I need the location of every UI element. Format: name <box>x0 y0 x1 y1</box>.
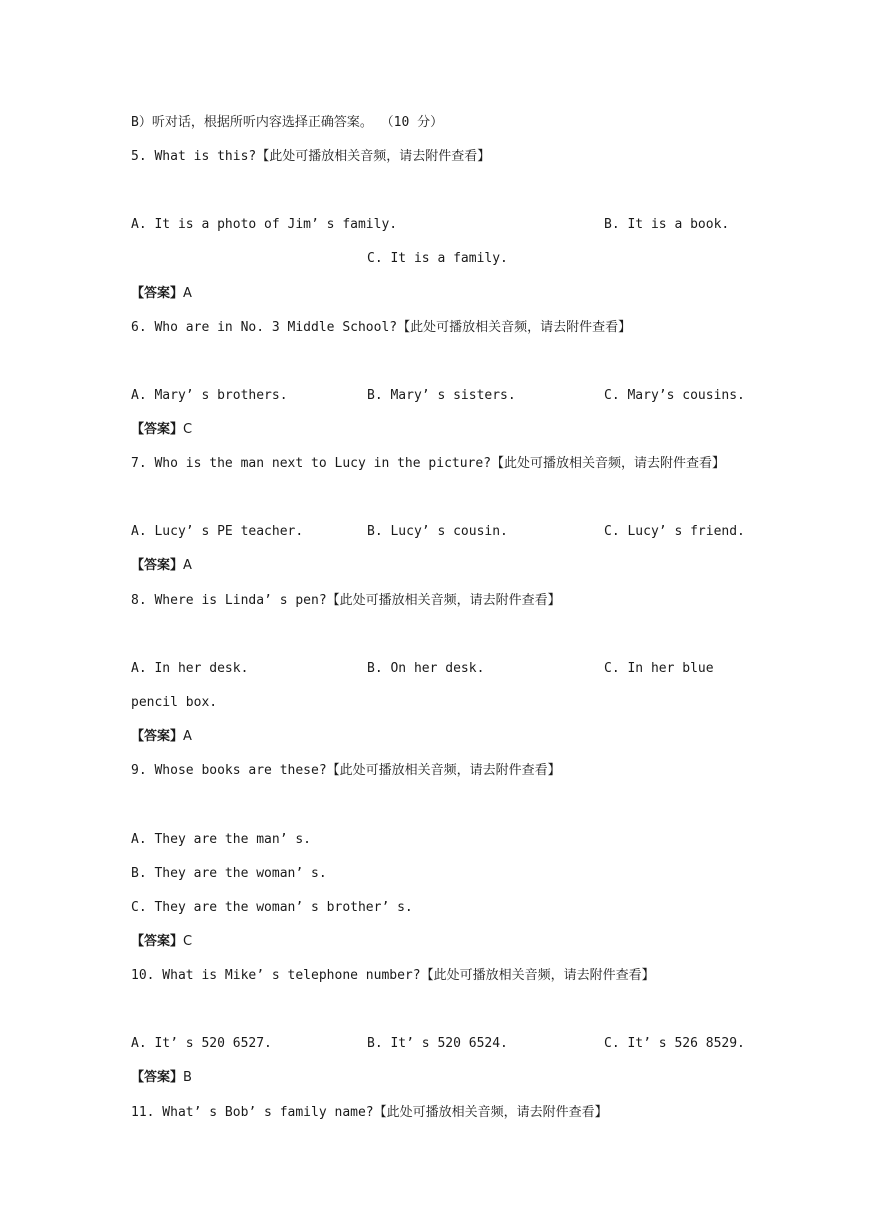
q9-answer <box>131 935 192 948</box>
q8-option-b: B. On her desk. <box>367 661 485 676</box>
q6-option-b: B. Mary’ s sisters. <box>367 388 516 403</box>
q7-option-b: B. Lucy’ s cousin. <box>367 524 508 539</box>
answer-value: B <box>183 1070 192 1085</box>
question-10: 10. What is Mike’ s telephone number?【此处可播放相关音频，请去附件查看】 <box>131 968 655 983</box>
q9-option-b: B. They are the woman’ s. <box>131 866 327 881</box>
q7-option-a: A. Lucy’ s PE teacher. <box>131 524 304 539</box>
q8-answer <box>131 730 192 743</box>
question-6: 6. Who are in No. 3 Middle School?【此处可播放相关音频，请去附件查看】 <box>131 320 632 335</box>
q5-option-c: C. It is a family. <box>367 251 508 266</box>
q6-option-c: C. Mary’s cousins. <box>604 388 745 403</box>
answer-label: 【答案】 <box>131 729 184 744</box>
question-11: 11. What’ s Bob’ s family name?【此处可播放相关音频，请去附件查看】 <box>131 1105 608 1120</box>
question-5: 5. What is this?【此处可播放相关音频，请去附件查看】 <box>131 149 491 164</box>
q8-option-c-continuation: pencil box. <box>131 695 218 710</box>
section-heading: B）听对话，根据所听内容选择正确答案。 （10 分） <box>131 115 444 130</box>
q5-answer <box>131 287 192 300</box>
question-7: 7. Who is the man next to Lucy in the picture?【此处可播放相关音频，请去附件查看】 <box>131 456 726 471</box>
answer-value: C <box>183 934 193 949</box>
q6-answer <box>131 423 192 436</box>
answer-value: A <box>183 558 192 573</box>
q6-option-a: A. Mary’ s brothers. <box>131 388 288 403</box>
answer-label: 【答案】 <box>131 286 184 301</box>
q9-option-c: C. They are the woman’ s brother’ s. <box>131 900 413 915</box>
q9-option-a: A. They are the man’ s. <box>131 832 312 847</box>
q7-answer <box>131 559 192 572</box>
q10-option-b: B. It’ s 520 6524. <box>367 1036 508 1051</box>
question-8: 8. Where is Linda’ s pen?【此处可播放相关音频，请去附件查看】 <box>131 593 561 608</box>
answer-label: 【答案】 <box>131 558 184 573</box>
q10-option-c: C. It’ s 526 8529. <box>604 1036 745 1051</box>
q8-option-a: A. In her desk. <box>131 661 249 676</box>
answer-label: 【答案】 <box>131 934 184 949</box>
answer-label: 【答案】 <box>131 422 184 437</box>
q5-option-b: B. It is a book. <box>604 217 730 232</box>
q7-option-c: C. Lucy’ s friend. <box>604 524 745 539</box>
q5-option-a: A. It is a photo of Jim’ s family. <box>131 217 398 232</box>
q10-option-a: A. It’ s 520 6527. <box>131 1036 272 1051</box>
answer-label: 【答案】 <box>131 1070 184 1085</box>
answer-value: C <box>183 422 193 437</box>
answer-value: A <box>183 286 192 301</box>
question-9: 9. Whose books are these?【此处可播放相关音频，请去附件查看】 <box>131 763 561 778</box>
q10-answer <box>131 1071 192 1084</box>
q8-option-c: C. In her blue <box>604 661 714 676</box>
answer-value: A <box>183 729 192 744</box>
